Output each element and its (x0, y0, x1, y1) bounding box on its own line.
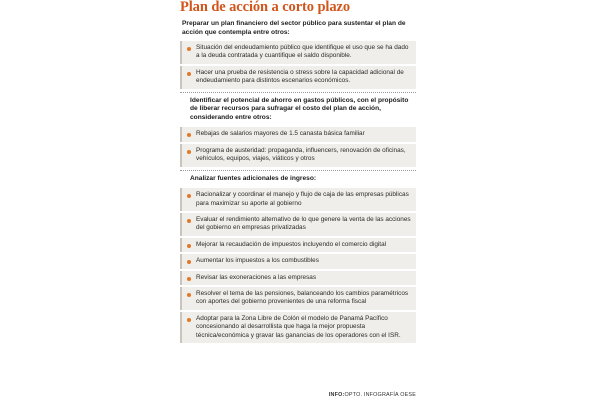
source-credit: INFO:OPTO. INFOGRAFÍA OESE (328, 392, 416, 398)
list-item: Rebajas de salarios mayores de 1.5 canasta básica familiar (180, 127, 416, 141)
group-debt (174, 41, 418, 89)
infographic-title: Plan de acción a corto plazo (180, 0, 350, 15)
section-heading-savings: Identificar el potencial de ahorro en gastos públicos, con el propósito de liberar recursos para sufragar el costo del plan de acción, considerando entre otros: (180, 92, 416, 126)
bullet-icon (187, 244, 191, 248)
section-heading-income: Analizar fuentes adicionales de ingreso: (180, 170, 416, 187)
bullet-icon (187, 318, 191, 322)
list-item: Resolver el tema de las pensiones, balanceando los cambios paramétricos con aportes del gobierno provenientes de una reforma fiscal (180, 287, 416, 310)
bullet-icon (187, 194, 191, 198)
list-item: Aumentar los impuestos a los combustibles (180, 254, 416, 268)
list-item: Adoptar para la Zona Libre de Colón el modelo de Panamá Pacífico concesionando al desarrollista que haga la mejor propuesta técnica/económica y gravar las ganancias de los operadores con el ISR. (180, 312, 416, 343)
list-item: Situación del endeudamiento público que identifique el uso que se ha dado a la deuda contratada y cuantifique el saldo disponible. (180, 41, 416, 64)
group-savings (174, 127, 418, 166)
list-item: Evaluar el rendimiento alternativo de lo que genere la venta de las acciones del gobierno en empresas privatizadas (180, 213, 416, 236)
bullet-icon (187, 47, 191, 51)
bullet-icon (187, 293, 191, 297)
bullet-icon (187, 219, 191, 223)
list-item: Mejorar la recaudación de impuestos incluyendo el comercio digital (180, 238, 416, 252)
bullet-icon (187, 260, 191, 264)
infographic (174, 0, 418, 400)
group-income (174, 188, 418, 343)
bullet-icon (187, 150, 191, 154)
list-item: Racionalizar y coordinar el manejo y flujo de caja de las empresas públicas para maximizar su aporte al gobierno (180, 188, 416, 211)
list-item: Revisar las exoneraciones a las empresas (180, 271, 416, 285)
intro-text: Preparar un plan financiero del sector público para sustentar el plan de acción que contempla entre otros: (182, 20, 406, 36)
bullet-icon (187, 72, 191, 76)
bullet-icon (187, 133, 191, 137)
list-item: Programa de austeridad: propaganda, influencers, renovación de oficinas, vehículos, equipos, viajes, viáticos y otros (180, 144, 416, 167)
list-item: Hacer una prueba de resistencia o stress sobre la capacidad adicional de endeudamiento para distintos escenarios económicos. (180, 66, 416, 89)
bullet-icon (187, 277, 191, 281)
